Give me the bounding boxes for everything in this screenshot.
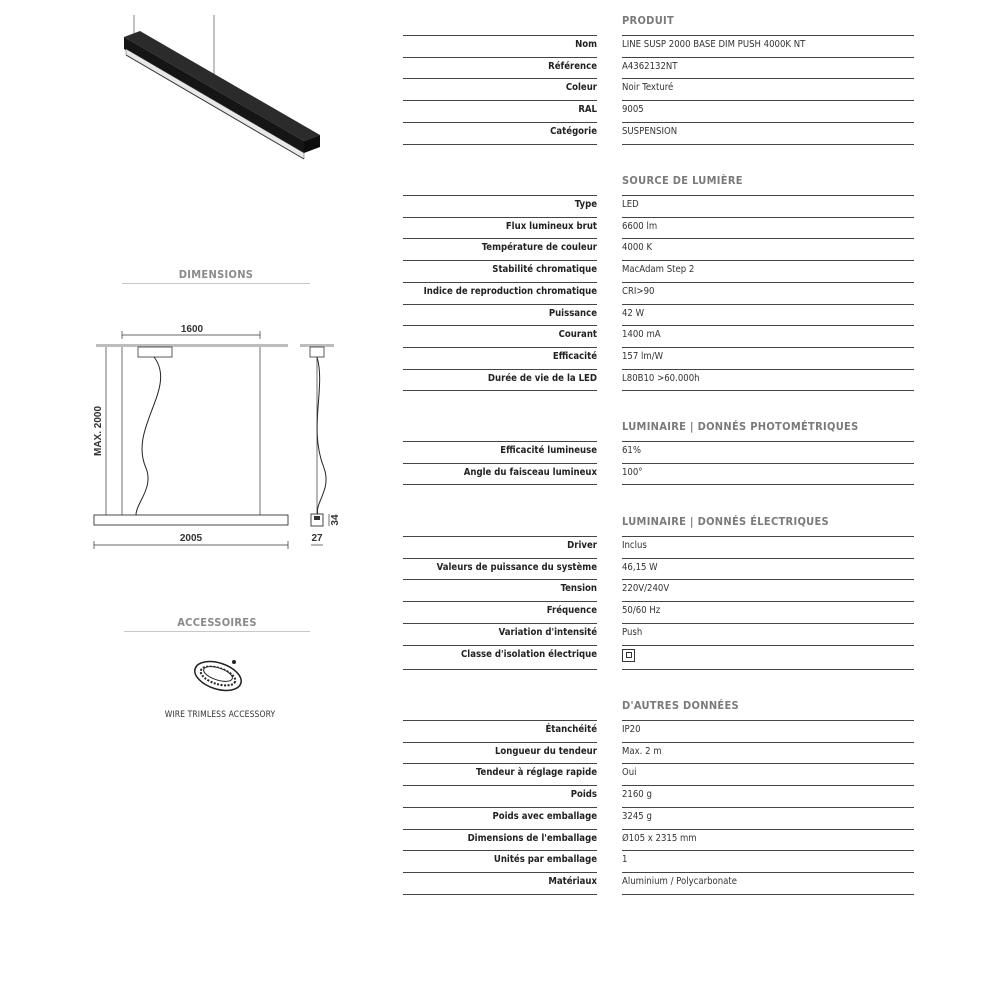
spec-row	[403, 601, 914, 623]
row-divider	[622, 441, 914, 442]
row-divider	[403, 78, 597, 79]
row-divider	[403, 217, 597, 218]
spec-row	[403, 282, 914, 304]
row-divider	[403, 260, 597, 261]
row-divider	[622, 850, 914, 851]
spec-value: 42 W	[622, 307, 645, 319]
section-end-divider	[403, 669, 597, 670]
section-end-divider	[403, 390, 597, 391]
row-divider	[622, 217, 914, 218]
spec-value: IP20	[622, 724, 641, 735]
spec-row	[403, 100, 914, 122]
spec-label: Référence	[548, 60, 597, 72]
row-divider	[403, 441, 597, 442]
row-divider	[403, 325, 597, 326]
spec-value	[622, 649, 635, 662]
spec-value: 4000 K	[622, 242, 653, 254]
spec-label: Dimensions de l'emballage	[467, 832, 597, 844]
row-divider	[403, 720, 597, 721]
spec-row	[403, 463, 914, 485]
row-divider	[622, 872, 914, 873]
spec-row	[403, 122, 914, 144]
dimension-profile-width: 27	[311, 533, 323, 544]
row-divider	[403, 807, 597, 808]
spec-value: 61%	[622, 445, 641, 456]
row-divider	[403, 369, 597, 370]
section-title: LUMINAIRE | DONNÉS ÉLECTRIQUES	[622, 515, 829, 528]
spec-label: Puissance	[548, 307, 597, 319]
spec-row	[403, 850, 914, 872]
dimension-width-top: 1600	[180, 324, 204, 335]
spec-row	[403, 441, 914, 463]
row-divider	[403, 238, 597, 239]
spec-label: Classe d'isolation électrique	[461, 648, 597, 660]
accessory-caption: WIRE TRIMLESS ACCESSORY	[164, 710, 276, 720]
section-end-divider	[622, 144, 914, 145]
spec-label: Température de couleur	[481, 242, 597, 254]
spec-label: Longueur du tendeur	[494, 745, 597, 757]
row-divider	[403, 763, 597, 764]
row-divider	[403, 829, 597, 830]
row-divider	[403, 579, 597, 580]
row-divider	[403, 347, 597, 348]
row-divider	[622, 623, 914, 624]
spec-value: Ø105 x 2315 mm	[622, 832, 697, 844]
spec-row	[403, 645, 914, 667]
class-ii-double-square-icon	[622, 649, 635, 662]
row-divider	[403, 742, 597, 743]
spec-row	[403, 260, 914, 282]
spec-label: Unités par emballage	[493, 854, 597, 866]
spec-value: LED	[622, 199, 639, 210]
spec-value: 9005	[622, 104, 644, 116]
spec-value: 1400 mA	[622, 329, 661, 341]
section-end-divider	[403, 484, 597, 485]
row-divider	[403, 35, 597, 36]
section-end-divider	[622, 894, 914, 895]
spec-label: Coleur	[565, 82, 597, 94]
dimensions-heading: DIMENSIONS	[178, 268, 254, 281]
spec-label: Durée de vie de la LED	[487, 372, 597, 384]
spec-value: A4362132NT	[622, 60, 678, 72]
spec-value: Oui	[622, 767, 637, 779]
spec-row	[403, 369, 914, 391]
accessories-heading-rule	[124, 631, 310, 632]
row-divider	[622, 57, 914, 58]
spec-label: Étanchéité	[545, 724, 597, 735]
row-divider	[622, 601, 914, 602]
section-end-divider	[403, 144, 597, 145]
row-divider	[622, 536, 914, 537]
row-divider	[622, 195, 914, 196]
spec-row	[403, 195, 914, 217]
section-end-divider	[622, 669, 914, 670]
spec-value: 220V/240V	[622, 583, 670, 595]
spec-label: Type	[574, 199, 597, 210]
row-divider	[403, 645, 597, 646]
spec-label: Nom	[575, 39, 597, 50]
spec-row	[403, 536, 914, 558]
spec-row	[403, 217, 914, 239]
spec-row	[403, 238, 914, 260]
spec-value: 100°	[622, 466, 643, 478]
section-end-divider	[622, 390, 914, 391]
spec-row	[403, 742, 914, 764]
spec-label: Angle du faisceau lumineux	[463, 466, 597, 478]
row-divider	[403, 601, 597, 602]
spec-row	[403, 558, 914, 580]
spec-value: 46,15 W	[622, 561, 658, 573]
spec-value: SUSPENSION	[622, 125, 678, 137]
spec-row	[403, 35, 914, 57]
spec-row	[403, 579, 914, 601]
row-divider	[622, 78, 914, 79]
spec-row	[403, 872, 914, 894]
spec-row	[403, 807, 914, 829]
spec-label: Flux lumineux brut	[505, 220, 597, 232]
spec-label: Variation d'intensité	[498, 626, 597, 638]
row-divider	[622, 369, 914, 370]
row-divider	[622, 347, 914, 348]
row-divider	[622, 35, 914, 36]
row-divider	[622, 282, 914, 283]
row-divider	[403, 122, 597, 123]
section-end-divider	[622, 484, 914, 485]
spec-label: Courant	[558, 329, 597, 341]
row-divider	[622, 785, 914, 786]
spec-label: Matériaux	[548, 875, 597, 887]
row-divider	[622, 325, 914, 326]
spec-label: Indice de reproduction chromatique	[423, 285, 597, 297]
spec-label: Tension	[560, 583, 597, 595]
spec-value: MacAdam Step 2	[622, 264, 695, 276]
row-divider	[403, 536, 597, 537]
row-divider	[403, 57, 597, 58]
spec-value: 157 lm/W	[622, 350, 664, 362]
accessories-heading: ACCESSOIRES	[177, 616, 257, 629]
row-divider	[622, 742, 914, 743]
spec-label: Fréquence	[546, 605, 597, 617]
row-divider	[622, 720, 914, 721]
section-title: SOURCE DE LUMIÈRE	[622, 174, 743, 187]
spec-label: Driver	[567, 540, 597, 551]
spec-label: Efficacité lumineuse	[500, 445, 597, 456]
row-divider	[622, 645, 914, 646]
spec-label: Poids avec emballage	[492, 810, 597, 822]
row-divider	[622, 122, 914, 123]
spec-row	[403, 57, 914, 79]
spec-label: Valeurs de puissance du système	[436, 561, 597, 573]
dimension-profile-height: 34	[330, 514, 341, 526]
row-divider	[622, 260, 914, 261]
spec-value: 1	[622, 854, 628, 866]
row-divider	[403, 100, 597, 101]
row-divider	[622, 829, 914, 830]
section-title: PRODUIT	[622, 14, 675, 27]
row-divider	[622, 558, 914, 559]
spec-value: Push	[622, 626, 643, 638]
row-divider	[403, 304, 597, 305]
spec-row	[403, 763, 914, 785]
section-title: D'AUTRES DONNÉES	[622, 699, 739, 712]
row-divider	[403, 623, 597, 624]
spec-value: 50/60 Hz	[622, 605, 661, 617]
spec-label: RAL	[578, 104, 597, 116]
spec-row	[403, 785, 914, 807]
product-image	[110, 15, 330, 175]
row-divider	[622, 304, 914, 305]
spec-label: Tendeur à réglage rapide	[475, 767, 597, 779]
spec-label: Poids	[570, 789, 597, 801]
dimension-height: MAX. 2000	[93, 405, 104, 457]
row-divider	[403, 195, 597, 196]
spec-value: Max. 2 m	[622, 745, 662, 757]
spec-row	[403, 720, 914, 742]
spec-label: Stabilité chromatique	[492, 264, 597, 276]
row-divider	[622, 807, 914, 808]
spec-row	[403, 829, 914, 851]
row-divider	[403, 282, 597, 283]
row-divider	[622, 763, 914, 764]
spec-value: 6600 lm	[622, 220, 658, 232]
spec-value: CRI>90	[622, 285, 655, 297]
spec-row	[403, 325, 914, 347]
row-divider	[622, 579, 914, 580]
dimensions-heading-rule	[122, 283, 310, 284]
row-divider	[403, 463, 597, 464]
row-divider	[403, 850, 597, 851]
spec-value: Inclus	[622, 540, 647, 551]
spec-value: LINE SUSP 2000 BASE DIM PUSH 4000K NT	[622, 39, 806, 50]
spec-value: L80B10 >60.000h	[622, 372, 700, 384]
section-title: LUMINAIRE | DONNÉS PHOTOMÉTRIQUES	[622, 420, 859, 433]
spec-row	[403, 623, 914, 645]
spec-row	[403, 78, 914, 100]
spec-value: Noir Texturé	[622, 82, 674, 94]
spec-label: Catégorie	[550, 125, 597, 137]
row-divider	[622, 463, 914, 464]
wire-trimless-accessory-image	[190, 650, 250, 700]
spec-row	[403, 304, 914, 326]
dimension-width-bottom: 2005	[179, 533, 203, 544]
spec-value: 3245 g	[622, 810, 652, 822]
row-divider	[622, 238, 914, 239]
dimensions-drawing	[88, 318, 348, 554]
spec-row	[403, 347, 914, 369]
row-divider	[403, 872, 597, 873]
row-divider	[403, 785, 597, 786]
spec-label: Efficacité	[552, 350, 597, 362]
row-divider	[622, 100, 914, 101]
section-end-divider	[403, 894, 597, 895]
spec-value: 2160 g	[622, 789, 652, 801]
row-divider	[403, 558, 597, 559]
spec-value: Aluminium / Polycarbonate	[622, 875, 738, 887]
